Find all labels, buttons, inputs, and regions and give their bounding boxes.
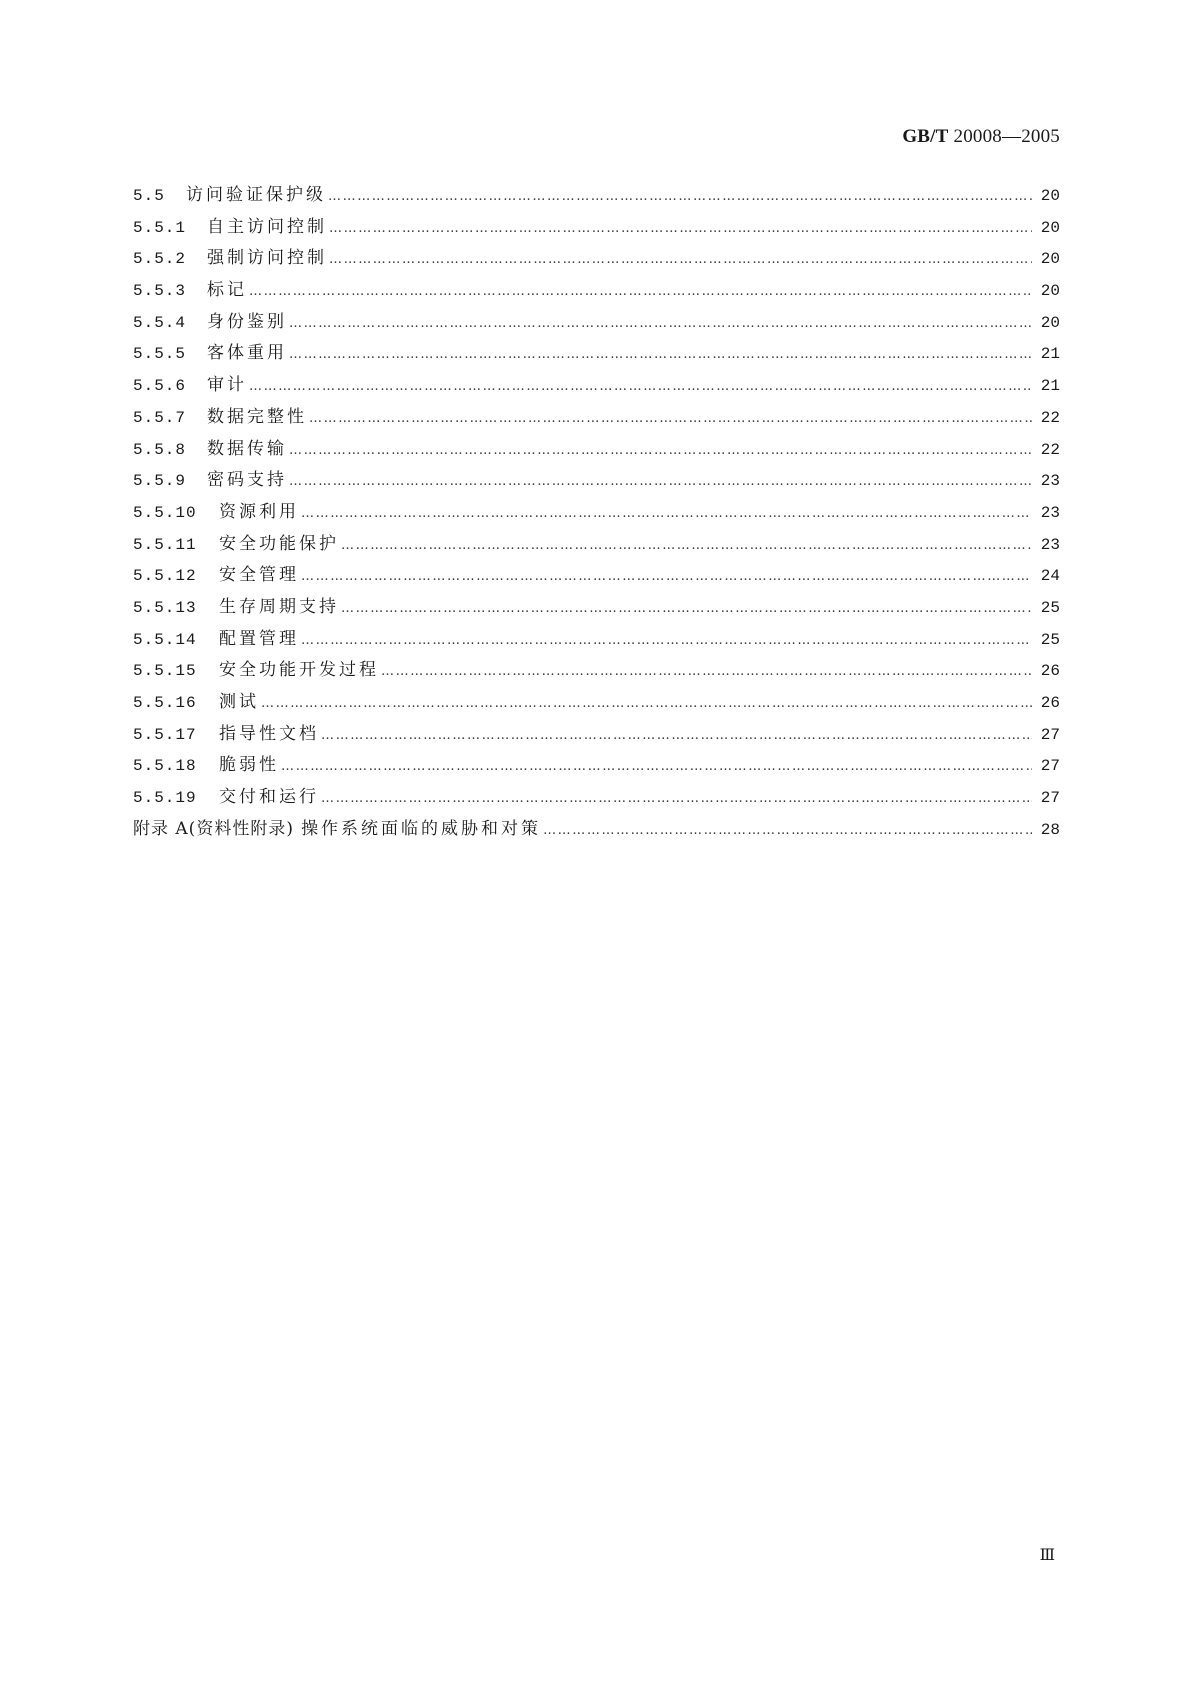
toc-entry-page: 26	[1040, 662, 1060, 681]
toc-entry-number: 5.5.7	[133, 408, 187, 427]
toc-entry[interactable]	[133, 592, 1060, 624]
toc-entry-number: 5.5.6	[133, 377, 187, 396]
toc-entry-number: 5.5.9	[133, 472, 187, 491]
toc-entry-number: 5.5.8	[133, 440, 187, 459]
toc-dot-leader	[301, 506, 1032, 521]
table-of-contents	[133, 180, 1060, 845]
toc-entry[interactable]	[133, 338, 1060, 370]
toc-entry-page: 27	[1040, 757, 1060, 776]
toc-entry-page: 22	[1040, 408, 1060, 427]
toc-entry-page: 20	[1040, 313, 1060, 332]
toc-entry[interactable]	[133, 782, 1060, 814]
toc-entry-title: 审计	[207, 375, 247, 396]
toc-entry-title: 访问验证保护级	[186, 185, 326, 205]
toc-entry[interactable]	[133, 529, 1060, 561]
toc-entry-number: 5.5.4	[133, 313, 187, 332]
toc-entry-page: 20	[1040, 250, 1060, 269]
toc-entry-page: 20	[1040, 218, 1060, 237]
toc-dot-leader	[321, 791, 1032, 806]
toc-dot-leader	[341, 538, 1032, 553]
toc-dot-leader	[249, 379, 1032, 394]
toc-dot-leader	[329, 221, 1032, 236]
toc-dot-leader	[341, 601, 1032, 616]
toc-entry-title: 安全管理	[219, 565, 299, 586]
toc-entry-number: 5.5.5	[133, 345, 187, 364]
toc-entry-page: 27	[1040, 725, 1060, 744]
toc-entry-page: 25	[1040, 598, 1060, 617]
toc-entry-page: 22	[1040, 440, 1060, 459]
toc-dot-leader	[381, 664, 1032, 679]
page-number: Ⅲ	[1039, 1547, 1055, 1564]
toc-entry-page: 26	[1040, 694, 1060, 712]
toc-entry-number: 5.5	[133, 187, 165, 205]
toc-entry-title: 指导性文档	[219, 723, 319, 744]
toc-entry-number: 5.5.14	[133, 630, 197, 649]
toc-entry-page: 27	[1040, 789, 1060, 808]
toc-entry[interactable]	[133, 243, 1060, 275]
toc-entry-title: 脆弱性	[219, 755, 279, 776]
toc-dot-leader	[328, 189, 1032, 204]
toc-dot-leader	[301, 633, 1032, 648]
toc-entry[interactable]	[133, 560, 1060, 592]
toc-entry-title: 安全功能开发过程	[219, 660, 379, 681]
toc-dot-leader	[301, 569, 1032, 584]
standard-prefix: GB/T	[902, 126, 949, 147]
toc-entry[interactable]	[133, 212, 1060, 244]
toc-entry-page: 21	[1040, 345, 1060, 364]
toc-entry-title: 客体重用	[207, 343, 287, 364]
toc-entry-title: 自主访问控制	[207, 216, 327, 237]
toc-entry[interactable]	[133, 687, 1060, 719]
toc-dot-leader	[289, 316, 1032, 331]
toc-entry-number: 5.5.10	[133, 503, 197, 522]
toc-dot-leader	[281, 759, 1032, 774]
toc-entry-page: 20	[1040, 282, 1060, 301]
toc-entry-number: 5.5.16	[133, 694, 197, 712]
toc-entry-title: 测试	[219, 692, 259, 712]
toc-dot-leader	[289, 443, 1032, 458]
toc-entry[interactable]	[133, 465, 1060, 497]
toc-entry[interactable]	[133, 275, 1060, 307]
toc-entry-number: 5.5.18	[133, 757, 197, 776]
toc-dot-leader	[329, 252, 1032, 267]
toc-entry-title: 密码支持	[207, 470, 287, 491]
toc-appendix-entry[interactable]	[133, 814, 1060, 846]
toc-dot-leader	[543, 823, 1032, 838]
toc-dot-leader	[249, 284, 1032, 299]
toc-entry[interactable]	[133, 624, 1060, 656]
toc-entry-number: 5.5.12	[133, 567, 197, 586]
toc-entry-title: 身份鉴别	[207, 311, 287, 332]
toc-entry-title: 强制访问控制	[207, 248, 327, 269]
toc-entry-number: 5.5.15	[133, 662, 197, 681]
toc-entry-page: 20	[1040, 187, 1060, 205]
toc-entry-number: 5.5.11	[133, 535, 197, 554]
toc-entry[interactable]	[133, 434, 1060, 466]
toc-entry[interactable]	[133, 307, 1060, 339]
toc-entry-number: 5.5.3	[133, 282, 187, 301]
toc-entry-title: 配置管理	[219, 628, 299, 649]
appendix-title: 操作系统面临的威胁和对策	[301, 818, 542, 839]
toc-dot-leader	[261, 696, 1032, 711]
toc-entry-title: 生存周期支持	[219, 596, 339, 617]
toc-entry-number: 5.5.2	[133, 250, 187, 269]
toc-entry-title: 资源利用	[219, 501, 299, 522]
toc-entry-title: 安全功能保护	[219, 533, 339, 554]
toc-entry[interactable]	[133, 370, 1060, 402]
standard-code	[902, 126, 1060, 148]
toc-dot-leader	[309, 411, 1032, 426]
appendix-label: 附录 A(资料性附录)	[133, 818, 294, 839]
toc-entry[interactable]	[133, 497, 1060, 529]
toc-entry-title: 数据完整性	[207, 406, 307, 427]
toc-entry-page: 23	[1040, 472, 1060, 491]
toc-entry-number: 5.5.19	[133, 789, 197, 808]
toc-entry[interactable]	[133, 180, 1060, 212]
toc-entry[interactable]	[133, 402, 1060, 434]
standard-number: 20008—2005	[953, 126, 1060, 147]
toc-entry-title: 数据传输	[207, 438, 287, 459]
toc-entry-page: 23	[1040, 503, 1060, 522]
toc-dot-leader	[289, 474, 1032, 489]
toc-dot-leader	[321, 728, 1032, 743]
toc-entry-page: 23	[1040, 535, 1060, 554]
toc-entry-page: 21	[1040, 377, 1060, 396]
toc-entry-number: 5.5.17	[133, 725, 197, 744]
toc-entry-page: 25	[1040, 630, 1060, 649]
toc-entry[interactable]	[133, 719, 1060, 751]
toc-dot-leader	[289, 347, 1032, 362]
toc-entry[interactable]	[133, 750, 1060, 782]
toc-entry-page: 24	[1040, 567, 1060, 586]
toc-entry-title: 标记	[207, 280, 247, 301]
toc-entry-title: 交付和运行	[219, 787, 319, 808]
toc-entry[interactable]	[133, 655, 1060, 687]
toc-entry-number: 5.5.1	[133, 218, 187, 237]
appendix-page: 28	[1040, 820, 1060, 839]
toc-entry-number: 5.5.13	[133, 598, 197, 617]
